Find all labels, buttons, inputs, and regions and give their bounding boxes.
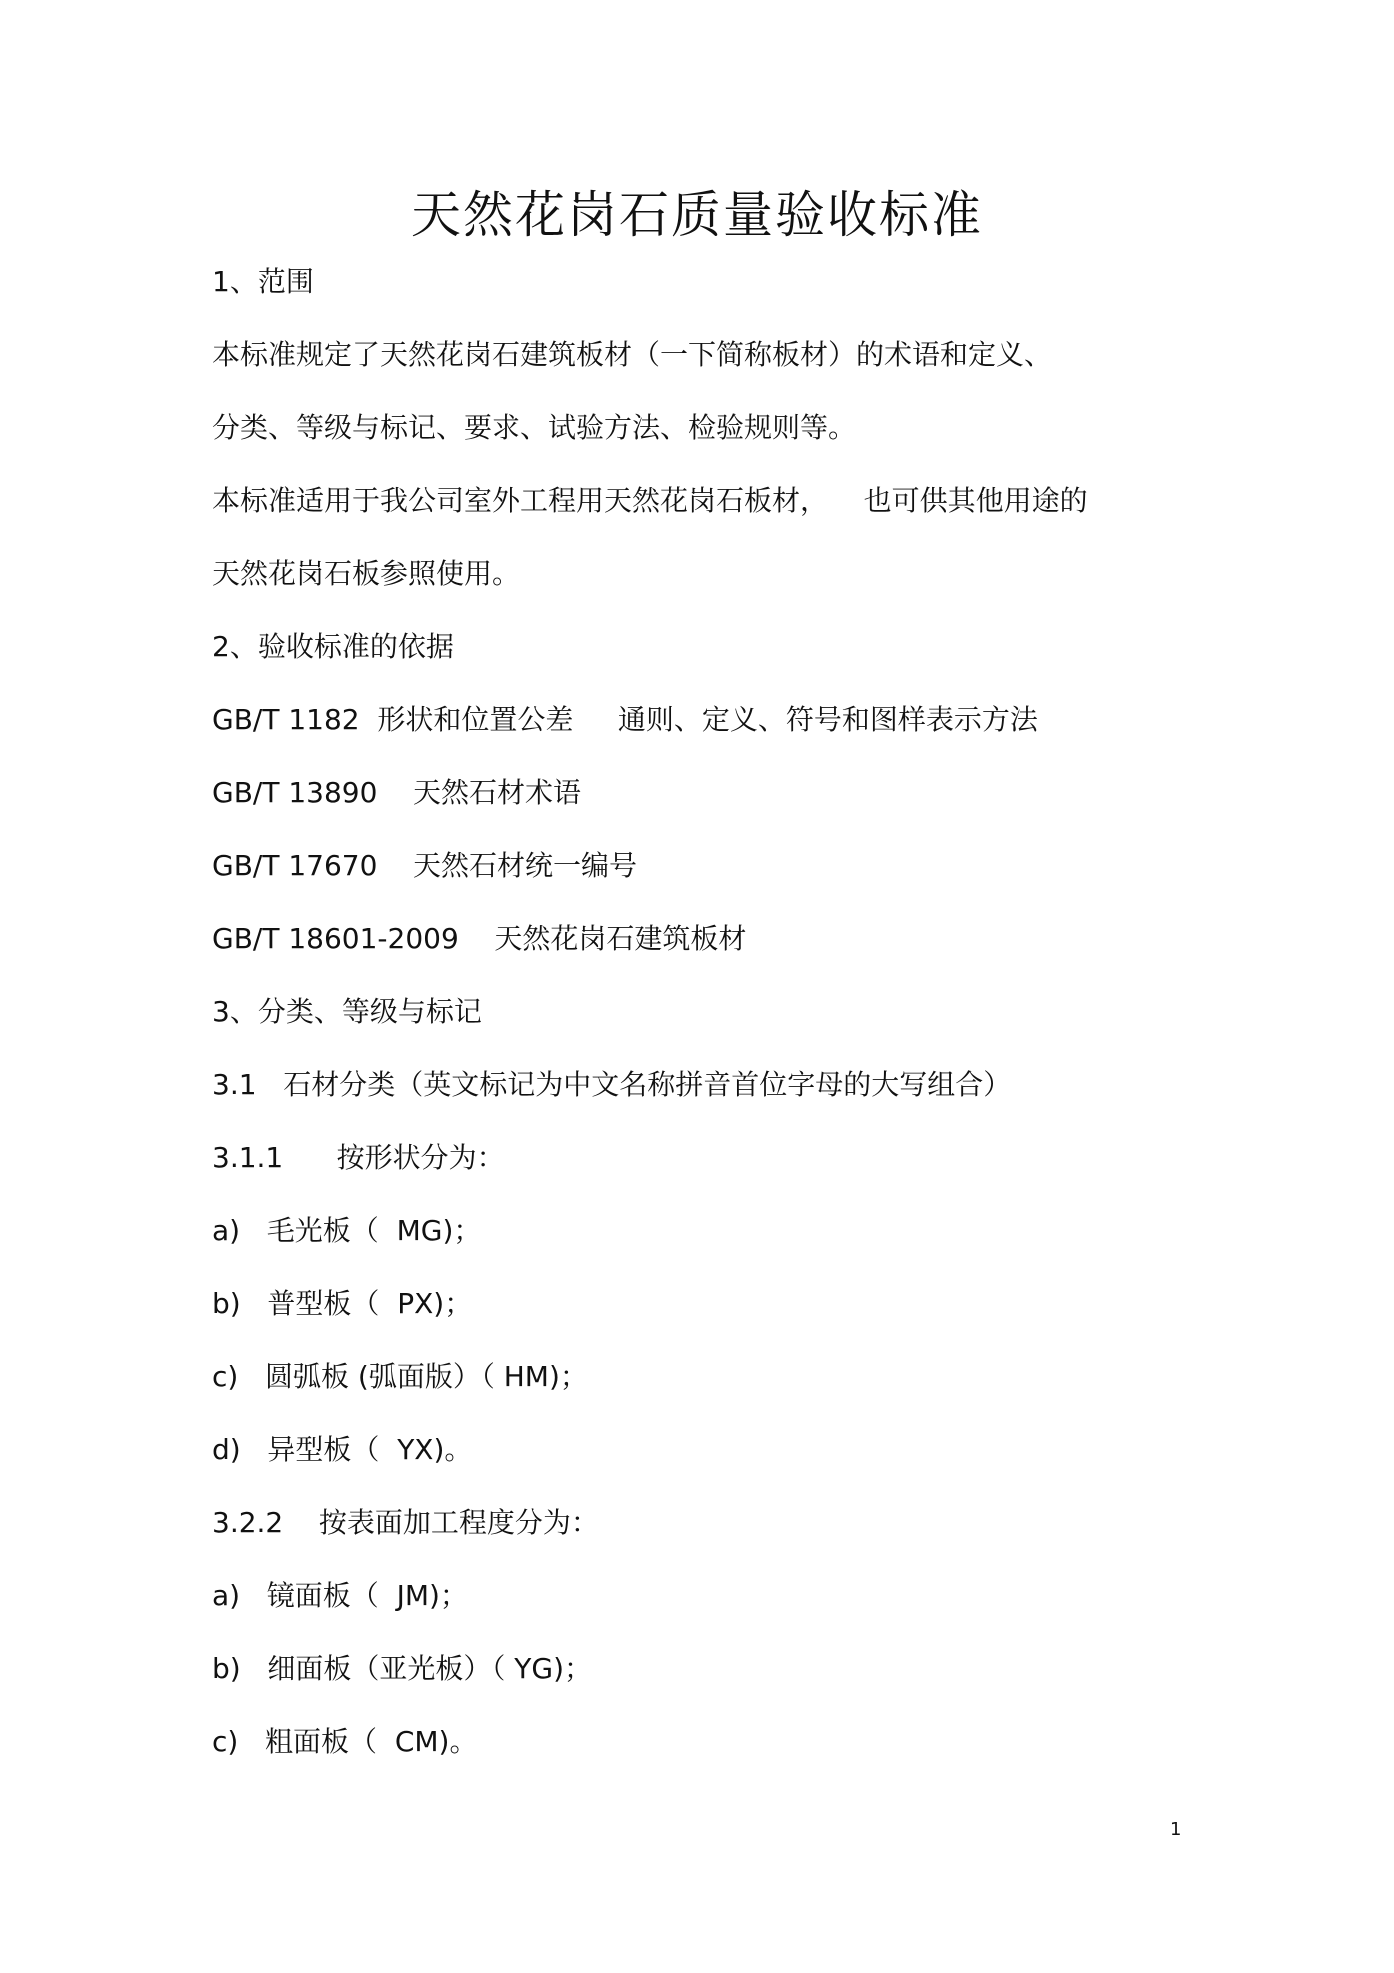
list-item: a) 毛光板（ MG)；	[212, 1214, 482, 1247]
paragraph-line: 分类、等级与标记、要求、试验方法、检验规则等。	[212, 411, 857, 444]
standard-reference: GB/T 13890 天然石材术语	[212, 776, 582, 809]
list-item: c) 圆弧板 (弧面版）（ HM)；	[212, 1360, 588, 1393]
paragraph-line: 本标准规定了天然花岗石建筑板材（一下简称板材）的术语和定义、	[212, 338, 1053, 371]
standard-reference: GB/T 17670 天然石材统一编号	[212, 849, 638, 882]
section-heading-scope: 1、范围	[212, 265, 314, 298]
document-title: 天然花岗石质量验收标准	[411, 186, 983, 244]
subsection-heading: 3.1 石材分类（英文标记为中文名称拼音首位字母的大写组合）	[212, 1068, 1012, 1101]
standard-reference: GB/T 1182 形状和位置公差 通则、定义、符号和图样表示方法	[212, 703, 1038, 736]
list-item: c) 粗面板（ CM)。	[212, 1725, 478, 1758]
standard-reference: GB/T 18601-2009 天然花岗石建筑板材	[212, 922, 747, 955]
section-heading-basis: 2、验收标准的依据	[212, 630, 454, 663]
paragraph-line: 天然花岗石板参照使用。	[212, 557, 521, 590]
list-item: a) 镜面板（ JM)；	[212, 1579, 468, 1612]
paragraph-line: 本标准适用于我公司室外工程用天然花岗石板材， 也可供其他用途的	[212, 484, 1088, 517]
list-item: d) 异型板（ YX)。	[212, 1433, 473, 1466]
section-heading-classification: 3、分类、等级与标记	[212, 995, 482, 1028]
list-item: b) 普型板（ PX)；	[212, 1287, 473, 1320]
subsection-heading: 3.1.1 按形状分为：	[212, 1141, 505, 1174]
subsection-heading: 3.2.2 按表面加工程度分为：	[212, 1506, 599, 1539]
page-number: 1	[1170, 1819, 1182, 1840]
list-item: b) 细面板（亚光板）（ YG)；	[212, 1652, 593, 1685]
